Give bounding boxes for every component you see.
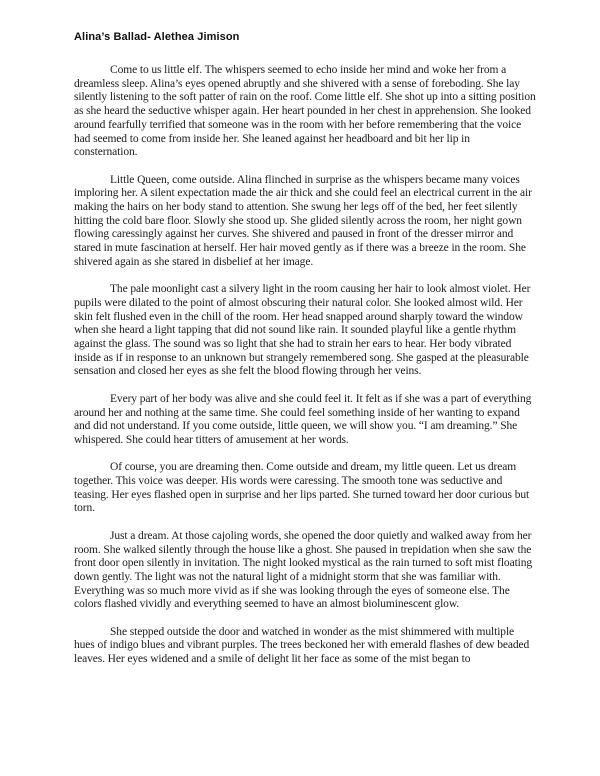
story-paragraph-3: The pale moonlight cast a silvery light in the room causing her hair to look almost violet. Her pupils were dilated to the point of almost obscuring their natural color. She looked almost wild. Her skin felt flushed even in the chill of the room. Her head snapped around sharply toward the window when she heard a light tapping that did not sound like rain. It sounded playful like a gentle rhythm against the glass. The sound was so light that she had to strain her ears to hear. Her body vibrated inside as if in response to an unknown but strangely remembered song. She gasped at the pleasurable sensation and closed her eyes as she felt the blood flowing through her veins.	[74, 283, 531, 378]
story-paragraph-2: Little Queen, come outside. Alina flinched in surprise as the whispers became many voices imploring her. A silent expectation made the air thick and she could feel an electrical current in the air making the hairs on her body stand to attention. She swung her legs off of the bed, her feet silently hitting the cold bare floor. Slowly she stood up. She glided silently across the room, her night gown flowing caressingly against her curves. She shivered and paused in front of the dresser mirror and stared in mute fascination at herself. Her hair moved gently as if there was a breeze in the room. She shivered again as she stared in disbelief at her image.	[74, 173, 532, 268]
story-paragraph-5: Of course, you are dreaming then. Come outside and dream, my little queen. Let us dream together. This voice was deeper. His words were caressing. The smooth tone was seductive and teasing. Her eyes flashed open in surprise and her lips parted. She turned toward her door curious but torn.	[74, 461, 530, 515]
story-paragraph-6: Just a dream. At those cajoling words, she opened the door quietly and walked away from her room. She walked silently through the house like a ghost. She paused in trepidation when she saw the front door open silently in invitation. The night looked mystical as the rain turned to soft mist floating down gently. The light was not the natural light of a midnight storm that she was familiar with. Everything was so much more vivid as if she was looking through the eyes of someone else. The colors flashed vividly and everything seemed to have an almost bioluminescent glow.	[74, 529, 533, 611]
story-text	[74, 64, 536, 667]
story-paragraph-4: Every part of her body was alive and she could feel it. It felt as if she was a part of everything around her and nothing at the same time. She could feel something inside of her wanting to expand and did not understand. If you come outside, little queen, we will show you. “I am dreaming.” She whispered. She could hear titters of amusement at her words.	[74, 392, 532, 446]
document-title-author: Alina’s Ballad- Alethea Jimison	[74, 31, 240, 43]
story-paragraph-1: Come to us little elf. The whispers seemed to echo inside her mind and woke her from a dreamless sleep. Alina’s eyes opened abruptly and she shivered with a sense of foreboding. She lay silently listening to the soft patter of rain on the roof. Come little elf. She shot up into a sitting position as she heard the seductive whisper again. Her heart pounded in her chest in apprehension. She looked around fearfully terrified that someone was in the room with her before remembering that the voice had seemed to come from inside her. She leaned against her headboard and bit her lip in consternation.	[74, 64, 536, 159]
story-paragraph-7: She stepped outside the door and watched in wonder as the mist shimmered with multiple hues of indigo blues and vibrant purples. The trees beckoned her with emerald flashes of dew beaded leaves. Her eyes widened and a smile of delight lit her face as some of the mist began to	[74, 625, 530, 666]
